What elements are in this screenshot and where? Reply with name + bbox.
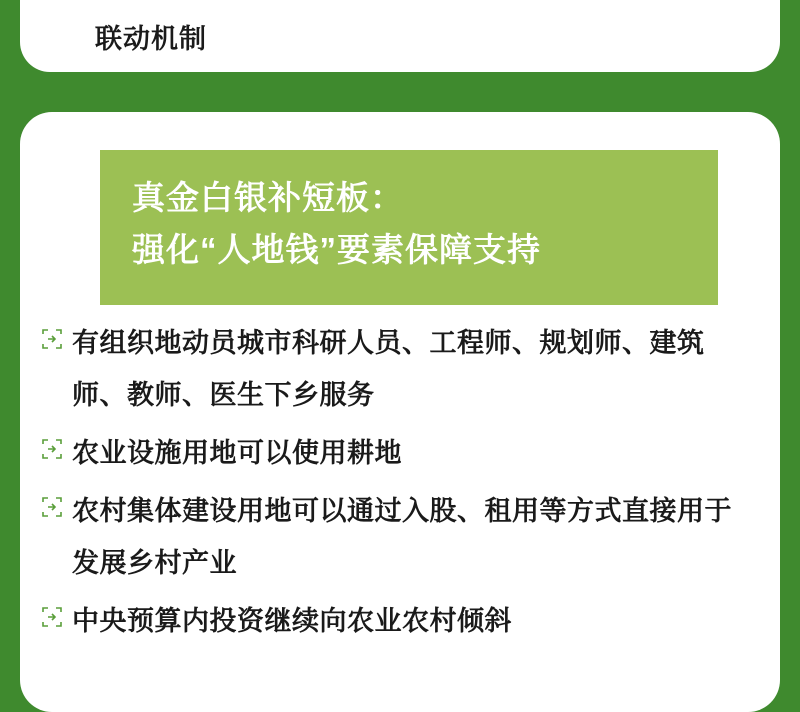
top-card-text: 联动机制 xyxy=(95,24,207,54)
list-item-text: 中央预算内投资继续向农业农村倾斜 xyxy=(72,606,512,636)
bullet-list xyxy=(42,317,758,653)
list-item xyxy=(42,317,758,421)
arrow-bracket-icon xyxy=(42,607,62,627)
arrow-bracket-icon xyxy=(42,497,62,517)
arrow-bracket-icon xyxy=(42,439,62,459)
section-banner xyxy=(100,150,718,305)
list-item-text: 农业设施用地可以使用耕地 xyxy=(72,438,402,468)
banner-title-line-1: 真金白银补短板： xyxy=(132,179,404,216)
list-item xyxy=(42,595,758,647)
list-item xyxy=(42,427,758,479)
top-card xyxy=(20,0,780,72)
list-item-text: 有组织地动员城市科研人员、工程师、规划师、建筑师、教师、医生下乡服务 xyxy=(72,328,705,410)
main-card xyxy=(20,112,780,712)
arrow-bracket-icon xyxy=(42,329,62,349)
banner-title-line-2: 强化“人地钱”要素保障支持 xyxy=(132,231,541,268)
list-item-text: 农村集体建设用地可以通过入股、租用等方式直接用于发展乡村产业 xyxy=(72,496,732,578)
list-item xyxy=(42,485,758,589)
